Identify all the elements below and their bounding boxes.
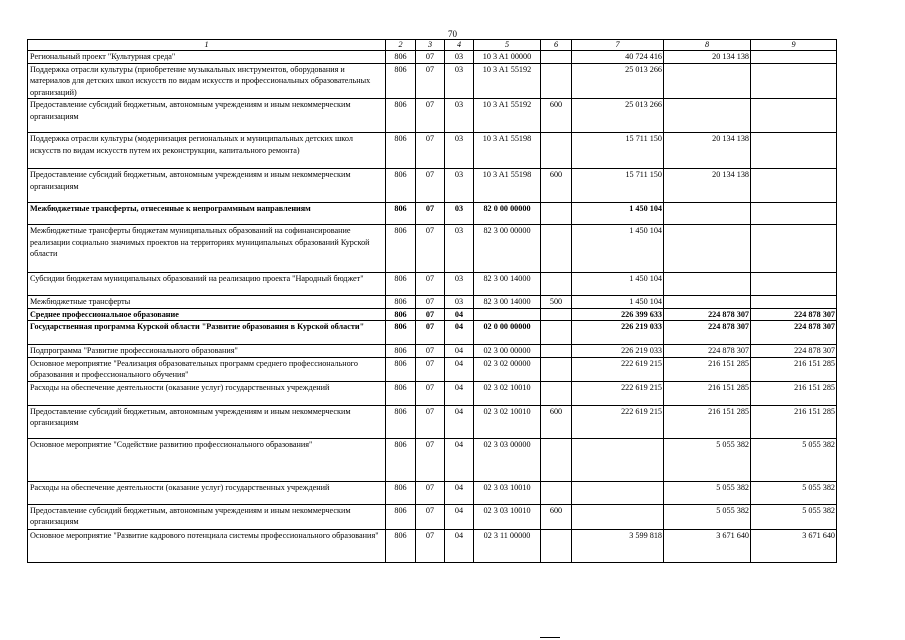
amount-col7-cell: 40 724 416 <box>572 51 664 64</box>
amount-col8-cell <box>664 296 751 309</box>
code-expense-type-cell <box>541 321 572 345</box>
amount-col8-cell <box>664 63 751 99</box>
code-expense-type-cell <box>541 273 572 296</box>
code-target-cell: 02 3 02 10010 <box>474 381 541 405</box>
row-name-cell: Субсидии бюджетам муниципальных образований на реализацию проекта "Народный бюджет" <box>28 273 386 296</box>
code-section-cell: 07 <box>416 481 445 504</box>
code-admin-cell: 806 <box>386 296 416 309</box>
row-name-cell: Поддержка отрасли культуры (модернизация региональных и муниципальных детских школ искусств по видам искусств путем их реконструкции, капитального ремонта) <box>28 133 386 169</box>
row-name-cell: Региональный проект "Культурная среда" <box>28 51 386 64</box>
amount-col9-cell <box>751 51 837 64</box>
code-target-cell: 82 3 00 00000 <box>474 225 541 273</box>
code-subsection-cell: 03 <box>445 203 474 225</box>
code-subsection-cell: 04 <box>445 308 474 321</box>
code-section-cell: 07 <box>416 273 445 296</box>
row-name-cell: Межбюджетные трансферты, отнесенные к непрограммным направлениям <box>28 203 386 225</box>
row-name-cell: Среднее профессиональное образование <box>28 308 386 321</box>
code-target-cell: 82 3 00 14000 <box>474 296 541 309</box>
code-target-cell: 10 3 A1 00000 <box>474 51 541 64</box>
table-row <box>28 529 837 562</box>
code-expense-type-cell <box>541 308 572 321</box>
code-target-cell: 02 3 03 10010 <box>474 481 541 504</box>
amount-col7-cell: 25 013 266 <box>572 63 664 99</box>
code-target-cell: 02 3 02 00000 <box>474 357 541 381</box>
header-cell: 9 <box>751 40 837 51</box>
table-row <box>28 203 837 225</box>
table-row <box>28 481 837 504</box>
code-target-cell: 10 3 A1 55198 <box>474 133 541 169</box>
table-row <box>28 438 837 481</box>
amount-col9-cell <box>751 225 837 273</box>
code-target-cell: 02 0 00 00000 <box>474 321 541 345</box>
row-name-cell: Предоставление субсидий бюджетным, автономным учреждениям и иным некоммерческим организациям <box>28 99 386 133</box>
row-name-cell: Межбюджетные трансферты <box>28 296 386 309</box>
amount-col8-cell <box>664 225 751 273</box>
amount-col9-cell <box>751 63 837 99</box>
code-admin-cell: 806 <box>386 405 416 438</box>
amount-col8-cell: 3 671 640 <box>664 529 751 562</box>
code-expense-type-cell: 600 <box>541 504 572 529</box>
code-target-cell: 02 3 00 00000 <box>474 345 541 358</box>
budget-table <box>27 39 837 563</box>
amount-col9-cell: 5 055 382 <box>751 504 837 529</box>
amount-col9-cell: 216 151 285 <box>751 357 837 381</box>
amount-col8-cell: 20 134 138 <box>664 133 751 169</box>
amount-col9-cell <box>751 296 837 309</box>
code-target-cell: 02 3 03 00000 <box>474 438 541 481</box>
row-name-cell: Расходы на обеспечение деятельности (оказание услуг) государственных учреждений <box>28 481 386 504</box>
code-target-cell: 10 3 A1 55198 <box>474 169 541 203</box>
code-target-cell: 82 0 00 00000 <box>474 203 541 225</box>
amount-col8-cell <box>664 99 751 133</box>
code-section-cell: 07 <box>416 357 445 381</box>
code-expense-type-cell <box>541 381 572 405</box>
amount-col7-cell <box>572 438 664 481</box>
amount-col9-cell: 224 878 307 <box>751 321 837 345</box>
code-target-cell: 10 3 A1 55192 <box>474 99 541 133</box>
amount-col9-cell: 224 878 307 <box>751 345 837 358</box>
code-target-cell <box>474 308 541 321</box>
amount-col7-cell: 226 219 033 <box>572 321 664 345</box>
header-cell: 6 <box>541 40 572 51</box>
amount-col8-cell: 20 134 138 <box>664 169 751 203</box>
code-subsection-cell: 04 <box>445 529 474 562</box>
table-row <box>28 133 837 169</box>
code-subsection-cell: 03 <box>445 273 474 296</box>
amount-col8-cell: 224 878 307 <box>664 321 751 345</box>
code-target-cell: 10 3 A1 55192 <box>474 63 541 99</box>
header-cell: 8 <box>664 40 751 51</box>
code-subsection-cell: 04 <box>445 345 474 358</box>
amount-col9-cell <box>751 273 837 296</box>
code-admin-cell: 806 <box>386 308 416 321</box>
code-subsection-cell: 03 <box>445 225 474 273</box>
table-row <box>28 504 837 529</box>
code-admin-cell: 806 <box>386 529 416 562</box>
amount-col9-cell <box>751 133 837 169</box>
code-expense-type-cell <box>541 51 572 64</box>
code-target-cell: 82 3 00 14000 <box>474 273 541 296</box>
code-section-cell: 07 <box>416 504 445 529</box>
row-name-cell: Предоставление субсидий бюджетным, автономным учреждениям и иным некоммерческим организациям <box>28 169 386 203</box>
code-expense-type-cell: 600 <box>541 99 572 133</box>
code-section-cell: 07 <box>416 381 445 405</box>
code-expense-type-cell: 500 <box>541 296 572 309</box>
row-name-cell: Межбюджетные трансферты бюджетам муниципальных образований на софинансирование реализации социально значимых проектов на территориях муниципальных образований Курской области <box>28 225 386 273</box>
code-subsection-cell: 03 <box>445 169 474 203</box>
amount-col7-cell: 1 450 104 <box>572 296 664 309</box>
code-subsection-cell: 03 <box>445 296 474 309</box>
code-expense-type-cell <box>541 225 572 273</box>
row-name-cell: Основное мероприятие "Содействие развитию профессионального образования" <box>28 438 386 481</box>
amount-col8-cell: 216 151 285 <box>664 357 751 381</box>
code-admin-cell: 806 <box>386 99 416 133</box>
amount-col8-cell <box>664 203 751 225</box>
code-section-cell: 07 <box>416 345 445 358</box>
amount-col7-cell <box>572 481 664 504</box>
table-row <box>28 63 837 99</box>
code-target-cell: 02 3 02 10010 <box>474 405 541 438</box>
code-section-cell: 07 <box>416 51 445 64</box>
amount-col8-cell: 20 134 138 <box>664 51 751 64</box>
amount-col7-cell: 25 013 266 <box>572 99 664 133</box>
amount-col8-cell: 224 878 307 <box>664 345 751 358</box>
page-number: 70 <box>448 29 457 39</box>
amount-col7-cell: 3 599 818 <box>572 529 664 562</box>
code-subsection-cell: 04 <box>445 357 474 381</box>
amount-col9-cell <box>751 99 837 133</box>
code-admin-cell: 806 <box>386 345 416 358</box>
code-subsection-cell: 03 <box>445 63 474 99</box>
amount-col7-cell: 1 450 104 <box>572 203 664 225</box>
code-admin-cell: 806 <box>386 438 416 481</box>
code-section-cell: 07 <box>416 169 445 203</box>
code-subsection-cell: 03 <box>445 51 474 64</box>
amount-col8-cell: 5 055 382 <box>664 438 751 481</box>
code-expense-type-cell <box>541 529 572 562</box>
code-target-cell: 02 3 11 00000 <box>474 529 541 562</box>
code-section-cell: 07 <box>416 308 445 321</box>
amount-col7-cell: 1 450 104 <box>572 273 664 296</box>
footer-divider <box>540 637 560 638</box>
code-admin-cell: 806 <box>386 203 416 225</box>
header-cell: 4 <box>445 40 474 51</box>
code-admin-cell: 806 <box>386 357 416 381</box>
amount-col9-cell: 216 151 285 <box>751 405 837 438</box>
amount-col7-cell: 226 399 633 <box>572 308 664 321</box>
amount-col8-cell: 5 055 382 <box>664 481 751 504</box>
row-name-cell: Подпрограмма "Развитие профессионального образования" <box>28 345 386 358</box>
code-section-cell: 07 <box>416 321 445 345</box>
table-row <box>28 169 837 203</box>
table-row <box>28 321 837 345</box>
amount-col9-cell: 224 878 307 <box>751 308 837 321</box>
code-expense-type-cell <box>541 203 572 225</box>
code-expense-type-cell: 600 <box>541 405 572 438</box>
header-cell: 1 <box>28 40 386 51</box>
code-section-cell: 07 <box>416 99 445 133</box>
code-admin-cell: 806 <box>386 321 416 345</box>
row-name-cell: Расходы на обеспечение деятельности (оказание услуг) государственных учреждений <box>28 381 386 405</box>
code-subsection-cell: 03 <box>445 133 474 169</box>
code-admin-cell: 806 <box>386 169 416 203</box>
row-name-cell: Государственная программа Курской области "Развитие образования в Курской области" <box>28 321 386 345</box>
row-name-cell: Поддержка отрасли культуры (приобретение музыкальных инструментов, оборудования и материалов для детских школ искусств по видам искусств и профессиональных образовательных организаций) <box>28 63 386 99</box>
table-row <box>28 345 837 358</box>
row-name-cell: Предоставление субсидий бюджетным, автономным учреждениям и иным некоммерческим организациям <box>28 504 386 529</box>
code-section-cell: 07 <box>416 529 445 562</box>
amount-col7-cell <box>572 504 664 529</box>
row-name-cell: Основное мероприятие "Развитие кадрового потенциала системы профессионального образования" <box>28 529 386 562</box>
code-admin-cell: 806 <box>386 63 416 99</box>
code-expense-type-cell <box>541 481 572 504</box>
table-row <box>28 381 837 405</box>
code-subsection-cell: 04 <box>445 504 474 529</box>
code-expense-type-cell <box>541 438 572 481</box>
amount-col7-cell: 222 619 215 <box>572 381 664 405</box>
amount-col7-cell: 15 711 150 <box>572 169 664 203</box>
amount-col9-cell: 216 151 285 <box>751 381 837 405</box>
code-section-cell: 07 <box>416 63 445 99</box>
code-subsection-cell: 04 <box>445 481 474 504</box>
code-admin-cell: 806 <box>386 481 416 504</box>
amount-col9-cell: 3 671 640 <box>751 529 837 562</box>
code-admin-cell: 806 <box>386 51 416 64</box>
code-expense-type-cell <box>541 63 572 99</box>
amount-col8-cell: 216 151 285 <box>664 381 751 405</box>
code-subsection-cell: 04 <box>445 381 474 405</box>
code-section-cell: 07 <box>416 203 445 225</box>
code-subsection-cell: 04 <box>445 438 474 481</box>
amount-col7-cell: 1 450 104 <box>572 225 664 273</box>
amount-col9-cell <box>751 169 837 203</box>
code-section-cell: 07 <box>416 438 445 481</box>
amount-col9-cell <box>751 203 837 225</box>
code-admin-cell: 806 <box>386 133 416 169</box>
table-row <box>28 308 837 321</box>
code-target-cell: 02 3 03 10010 <box>474 504 541 529</box>
amount-col9-cell: 5 055 382 <box>751 438 837 481</box>
amount-col7-cell: 222 619 215 <box>572 405 664 438</box>
amount-col8-cell: 5 055 382 <box>664 504 751 529</box>
code-admin-cell: 806 <box>386 504 416 529</box>
code-section-cell: 07 <box>416 296 445 309</box>
code-subsection-cell: 03 <box>445 99 474 133</box>
amount-col7-cell: 15 711 150 <box>572 133 664 169</box>
amount-col7-cell: 226 219 033 <box>572 345 664 358</box>
table-row <box>28 99 837 133</box>
code-expense-type-cell <box>541 357 572 381</box>
header-row <box>28 40 837 51</box>
amount-col8-cell: 216 151 285 <box>664 405 751 438</box>
header-cell: 5 <box>474 40 541 51</box>
amount-col8-cell: 224 878 307 <box>664 308 751 321</box>
row-name-cell: Предоставление субсидий бюджетным, автономным учреждениям и иным некоммерческим организациям <box>28 405 386 438</box>
code-section-cell: 07 <box>416 405 445 438</box>
header-cell: 3 <box>416 40 445 51</box>
header-cell: 2 <box>386 40 416 51</box>
table-row <box>28 357 837 381</box>
code-section-cell: 07 <box>416 225 445 273</box>
code-admin-cell: 806 <box>386 273 416 296</box>
code-expense-type-cell <box>541 133 572 169</box>
code-subsection-cell: 04 <box>445 321 474 345</box>
amount-col9-cell: 5 055 382 <box>751 481 837 504</box>
code-expense-type-cell <box>541 345 572 358</box>
code-section-cell: 07 <box>416 133 445 169</box>
table-row <box>28 51 837 64</box>
table-row <box>28 225 837 273</box>
table-row <box>28 273 837 296</box>
code-expense-type-cell: 600 <box>541 169 572 203</box>
table-row <box>28 405 837 438</box>
code-subsection-cell: 04 <box>445 405 474 438</box>
table-row <box>28 296 837 309</box>
amount-col7-cell: 222 619 215 <box>572 357 664 381</box>
amount-col8-cell <box>664 273 751 296</box>
code-admin-cell: 806 <box>386 225 416 273</box>
code-admin-cell: 806 <box>386 381 416 405</box>
header-cell: 7 <box>572 40 664 51</box>
row-name-cell: Основное мероприятие "Реализация образовательных программ среднего профессионального образования и профессионального обучения" <box>28 357 386 381</box>
